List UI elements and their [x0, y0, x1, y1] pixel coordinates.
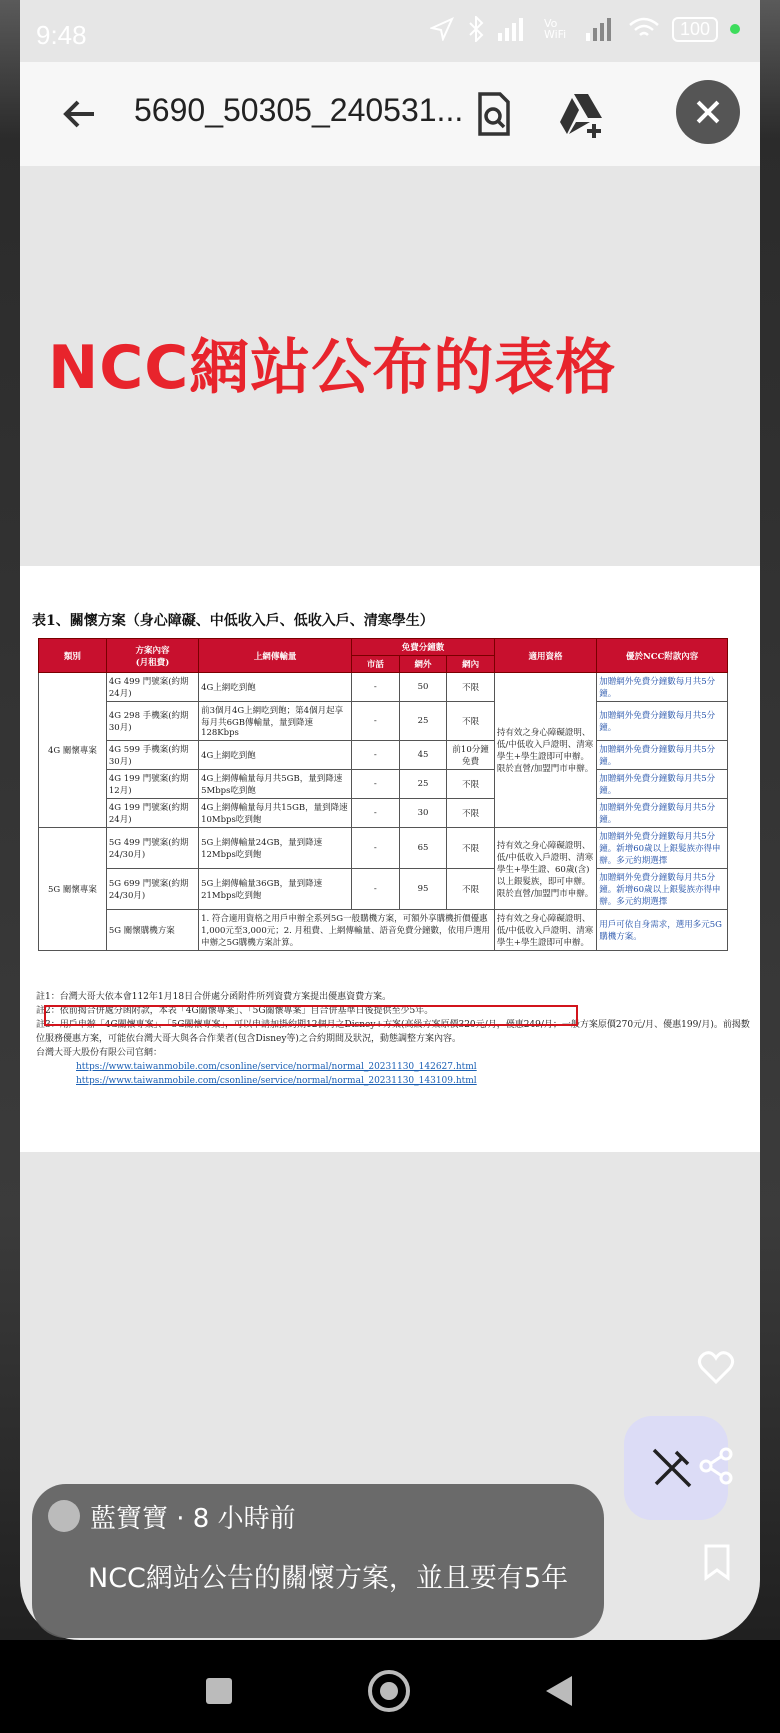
col-data: 上網傳輸量	[199, 639, 352, 673]
heart-icon[interactable]	[696, 1348, 736, 1388]
data-cell: 4G上網吃到飽	[199, 741, 352, 770]
note-3: 註3：用戶申辦「4G關懷專案」、「5G關懷專案」，可以申請加掛約期12個月之Disney+方案(高級方案原價320元/月，優惠249/月；一般方案原價270元/月、優惠199/月)。前揭數位服務優惠方案，可能依台灣大哥大與各合作業者(包含Disney等)之合約期間及狀況，動態調整方案內容。	[36, 1020, 750, 1044]
status-time: 9:48	[36, 20, 87, 50]
plan-cell: 4G 499 門號案(約期24月)	[106, 673, 198, 702]
bonus-cell: 加贈網外免費分鐘數每月共5分鐘。	[597, 702, 728, 741]
city-cell: -	[352, 828, 400, 869]
off-cell: 25	[399, 770, 447, 799]
city-cell: -	[352, 673, 400, 702]
table-row	[39, 673, 728, 702]
bonus-cell: 加贈網外免費分鐘數每月共5分鐘。新增60歲以上銀髮族亦得申辦。多元約期選擇	[597, 869, 728, 910]
bookmark-icon[interactable]	[700, 1542, 734, 1582]
document-heading: 表1、關懷方案（身心障礙、中低收入戶、低收入戶、清寒學生）	[32, 613, 434, 629]
col-plan: 方案內容 (月租費)	[106, 639, 198, 673]
col-voice-off: 網外	[399, 656, 447, 673]
data-cell: 5G上網傳輸量36GB，量到降速21Mbps吃到飽	[199, 869, 352, 910]
off-cell: 25	[399, 702, 447, 741]
plan-table	[38, 638, 728, 951]
on-cell: 不限	[447, 702, 495, 741]
share-icon[interactable]	[696, 1446, 736, 1486]
bonus-cell: 加贈網外免費分鐘數每月共5分鐘。	[597, 741, 728, 770]
city-cell: -	[352, 741, 400, 770]
off-cell: 50	[399, 673, 447, 702]
plan-cell: 4G 599 手機案(約期30月)	[106, 741, 198, 770]
document-page	[20, 566, 760, 1152]
bonus-cell: 加贈網外免費分鐘數每月共5分鐘。新增60歲以上銀髮族亦得申辦。多元約期選擇	[597, 828, 728, 869]
city-cell: -	[352, 702, 400, 741]
comment-user[interactable]: 藍寶寶 · 8 小時前	[90, 1504, 296, 1534]
eligibility-5g: 持有效之身心障礙證明、低/中低收入戶證明、清寒學生+學生證、60歲(含)以上銀髮族，即可申辦。限於直營/加盟門市申辦。	[494, 828, 596, 910]
table-row	[39, 741, 728, 770]
table-row	[39, 869, 728, 910]
link-1[interactable]: https://www.taiwanmobile.com/csonline/service/normal/normal_20231130_142627.html	[76, 1062, 477, 1072]
bonus-cell: 加贈網外免費分鐘數每月共5分鐘。	[597, 770, 728, 799]
status-bar	[0, 0, 780, 82]
on-cell: 不限	[447, 673, 495, 702]
city-cell: -	[352, 799, 400, 828]
table-row	[39, 910, 728, 951]
vowifi-label: Vo WiFi	[543, 17, 567, 41]
recents-button[interactable]	[206, 1678, 232, 1704]
bonus-cell: 加贈網外免費分鐘數每月共5分鐘。	[597, 799, 728, 828]
col-eligibility: 適用資格	[494, 639, 596, 673]
eligibility-4g: 持有效之身心障礙證明、低/中低收入戶證明、清寒學生+學生證即可申辦。限於直營/加盟門市申辦。	[494, 673, 596, 828]
plan-cell: 5G 699 門號案(約期24/30月)	[106, 869, 198, 910]
col-voice-on: 網內	[447, 656, 495, 673]
bonus-cell: 用戶可依自身需求，選用多元5G購機方案。	[597, 910, 728, 951]
back-nav-icon[interactable]	[544, 1674, 574, 1708]
table-row	[39, 702, 728, 741]
table-row	[39, 770, 728, 799]
on-cell: 不限	[447, 828, 495, 869]
off-cell: 65	[399, 828, 447, 869]
category-4g: 4G 關懷專案	[39, 673, 107, 828]
battery-indicator: 100	[672, 17, 718, 42]
on-cell: 不限	[447, 869, 495, 910]
green-dot-icon	[730, 24, 740, 34]
city-cell: -	[352, 869, 400, 910]
data-cell: 5G上網傳輸量24GB，量到降速12Mbps吃到飽	[199, 828, 352, 869]
slide-title: NCC網站公布的表格	[48, 333, 617, 403]
plan-cell: 5G 499 門號案(約期24/30月)	[106, 828, 198, 869]
signal-weak-icon	[586, 17, 616, 41]
eligibility-cell: 持有效之身心障礙證明、低/中低收入戶證明、清寒學生+學生證即可申辦。	[494, 910, 596, 951]
note-2: 註2：依前揭合併處分函附款，本表「4G關懷專案」、「5G關懷專案」自合併基準日後提供至少5年。	[36, 1006, 434, 1016]
plan-cell: 5G 關懷購機方案	[106, 910, 198, 951]
table-row	[39, 799, 728, 828]
table-row	[39, 828, 728, 869]
col-bonus: 優於NCC附款內容	[597, 639, 728, 673]
col-category: 類別	[39, 639, 107, 673]
col-voice-city: 市話	[352, 656, 400, 673]
wifi-icon	[628, 17, 660, 41]
edit-off-icon	[648, 1444, 696, 1492]
purchase-desc-cell: 1. 符合適用資格之用戶申辦全系列5G一般購機方案，可額外享購機折價優惠1,000元至3,000元；2. 月租費、上網傳輸量、語音免費分鐘數，依用戶選用申辦之5G購機方案計算。	[199, 910, 495, 951]
home-dot-icon	[380, 1682, 398, 1700]
drive-add-icon[interactable]	[556, 88, 608, 140]
note-website: 台灣大哥大股份有限公司官網：	[36, 1048, 163, 1058]
document-search-icon[interactable]	[468, 88, 520, 140]
data-cell: 前3個月4G上網吃到飽；第4個月起享每月共6GB傳輸量，量到降速128Kbps	[199, 702, 352, 741]
comment-overlay[interactable]	[32, 1484, 604, 1638]
signal-icon	[498, 17, 532, 41]
file-title: 5690_50305_240531...	[134, 92, 464, 128]
comment-text: NCC網站公告的關懷方案，並且要有5年	[88, 1563, 569, 1594]
city-cell: -	[352, 770, 400, 799]
avatar[interactable]	[48, 1500, 80, 1532]
data-cell: 4G上網傳輸量每月共15GB，量到降速10Mbps吃到飽	[199, 799, 352, 828]
close-button[interactable]	[676, 80, 740, 144]
status-icons	[430, 16, 740, 42]
category-5g: 5G 關懷專案	[39, 828, 107, 951]
link-2[interactable]: https://www.taiwanmobile.com/csonline/service/normal/normal_20231130_143109.html	[76, 1076, 477, 1086]
on-cell: 不限	[447, 770, 495, 799]
home-button[interactable]	[368, 1670, 410, 1712]
data-cell: 4G上網吃到飽	[199, 673, 352, 702]
off-cell: 30	[399, 799, 447, 828]
location-icon	[430, 17, 454, 41]
on-cell: 不限	[447, 799, 495, 828]
col-voice: 免費分鐘數	[352, 639, 495, 656]
bluetooth-icon	[466, 16, 486, 42]
data-cell: 4G上網傳輸量每月共5GB，量到降速5Mbps吃到飽	[199, 770, 352, 799]
plan-cell: 4G 199 門號案(約期24月)	[106, 799, 198, 828]
navigation-bar	[0, 1640, 780, 1733]
on-cell: 前10分鐘免費	[447, 741, 495, 770]
note-1: 註1：台灣大哥大依本會112年1月18日合併處分函附件所列資費方案提出優惠資費方案。	[36, 992, 392, 1002]
bonus-cell: 加贈網外免費分鐘數每月共5分鐘。	[597, 673, 728, 702]
back-arrow-icon[interactable]	[56, 90, 104, 138]
off-cell: 95	[399, 869, 447, 910]
plan-cell: 4G 199 門號案(約期12月)	[106, 770, 198, 799]
highlight-box	[44, 1005, 578, 1026]
plan-cell: 4G 298 手機案(約期30月)	[106, 702, 198, 741]
off-cell: 45	[399, 741, 447, 770]
